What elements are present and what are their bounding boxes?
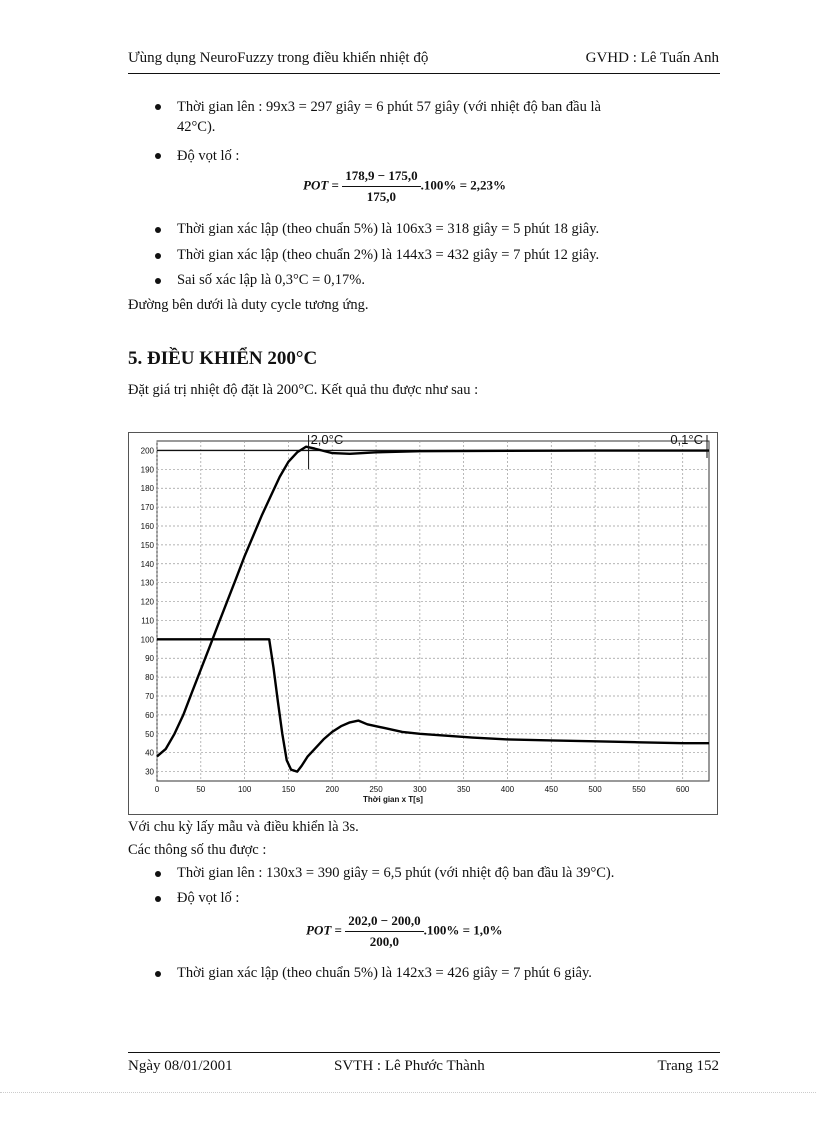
overshoot-formula-1: POT = $\frac{178,9 - 175,0}{175,0}$ .100% = 2,23%	[303, 168, 507, 204]
formula-numerator: 178,9 − 175,0	[342, 168, 420, 187]
x-tick-label: 350	[456, 785, 471, 794]
y-tick-label: 80	[145, 673, 154, 683]
header-title: Ưùng dụng NeuroFuzzy trong điều khiển nhiệt độ	[128, 50, 429, 66]
x-tick-label: 450	[544, 785, 558, 794]
bullet-icon	[155, 227, 161, 233]
page-edge	[0, 1092, 816, 1093]
settling-time-5pct-2: Thời gian xác lập (theo chuẩn 5%) là 142x3 = 426 giây = 7 phút 6 giây.	[177, 965, 592, 981]
formula-denominator: 175,0	[366, 189, 397, 204]
rise-time-1	[177, 97, 718, 137]
footer-author: SVTH : Lê Phước Thành	[334, 1058, 485, 1074]
x-tick-label: 600	[676, 785, 690, 794]
temperature-chart	[128, 432, 718, 815]
y-tick-label: 150	[140, 540, 154, 550]
y-tick-label: 60	[145, 710, 154, 720]
bullet-icon	[155, 896, 161, 902]
y-tick-label: 90	[145, 654, 154, 664]
header-advisor: GVHD : Lê Tuấn Anh	[585, 50, 719, 66]
footer-date: Ngày 08/01/2001	[128, 1058, 233, 1074]
y-tick-label: 190	[140, 465, 154, 475]
formula-fraction	[345, 913, 423, 950]
y-tick-label: 200	[140, 446, 154, 456]
steady-error-annotation: 0,1°C	[670, 433, 703, 447]
y-tick-label: 40	[145, 748, 154, 758]
x-tick-label: 150	[281, 785, 296, 794]
bullet-icon	[155, 253, 161, 259]
bullet-icon	[155, 104, 161, 110]
x-axis-label: Thời gian x T[s]	[363, 795, 423, 804]
settling-time-5pct-1: Thời gian xác lập (theo chuẩn 5%) là 106x3 = 318 giây = 5 phút 18 giây.	[177, 221, 600, 237]
x-tick-label: 500	[588, 785, 602, 794]
overshoot-label-1: Độ vọt lố :	[177, 148, 240, 164]
x-tick-label: 400	[500, 785, 515, 794]
x-tick-label: 200	[325, 785, 339, 794]
formula-result: .100% = 1,0%	[423, 922, 503, 938]
formula-result: .100% = 2,23%	[420, 177, 507, 193]
y-tick-label: 160	[140, 522, 154, 531]
bullet-icon	[155, 971, 161, 977]
x-tick-label: 100	[237, 785, 252, 794]
formula-lhs: POT	[303, 177, 329, 193]
x-tick-label: 550	[632, 785, 646, 794]
header-rule	[128, 73, 720, 74]
formula-denominator: 200,0	[369, 934, 400, 949]
settling-time-2pct-1: Thời gian xác lập (theo chuẩn 2%) là 144x3 = 432 giây = 7 phút 12 giây.	[177, 247, 600, 263]
bullet-icon	[155, 278, 161, 284]
y-tick-label: 70	[145, 692, 154, 701]
y-tick-label: 30	[145, 767, 154, 777]
x-tick-label: 50	[196, 785, 206, 794]
bullet-icon	[155, 871, 161, 877]
y-tick-label: 50	[145, 729, 154, 739]
sampling-note: Với chu kỳ lấy mẫu và điều khiển là 3s.	[128, 819, 359, 835]
y-tick-label: 130	[140, 578, 154, 588]
y-tick-label: 120	[140, 597, 154, 607]
overshoot-formula-2: POT = $\frac{202,0 - 200,0}{200,0}$ .100% = 1,0%	[306, 913, 503, 949]
section-intro: Đặt giá trị nhiệt độ đặt là 200°C. Kết quả thu được như sau :	[128, 382, 479, 398]
formula-fraction	[342, 168, 420, 205]
section-heading: 5. ĐIỀU KHIỂN 200°C	[128, 348, 318, 369]
overshoot-annotation: 2,0°C	[310, 433, 344, 447]
overshoot-label-2: Độ vọt lố :	[177, 890, 240, 906]
x-tick-label: 300	[413, 785, 427, 794]
y-tick-label: 140	[140, 559, 154, 569]
y-tick-label: 170	[140, 503, 154, 513]
x-tick-label: 250	[369, 785, 383, 794]
duty-cycle-note: Đường bên dưới là duty cycle tương ứng.	[128, 297, 369, 313]
steady-state-error-1: Sai số xác lập là 0,3°C = 0,17%.	[177, 272, 365, 288]
footer-rule	[128, 1052, 720, 1053]
rise-time-1-line2: 42°C).	[177, 119, 216, 135]
rise-time-1-line1: Thời gian lên : 99x3 = 297 giây = 6 phút 57 giây (với nhiệt độ ban đầu là	[177, 99, 601, 115]
y-tick-label: 100	[140, 635, 154, 645]
footer-page: Trang 152	[657, 1058, 719, 1074]
formula-numerator: 202,0 − 200,0	[345, 913, 423, 932]
formula-lhs: POT	[306, 922, 332, 938]
params-label: Các thông số thu được :	[128, 842, 267, 858]
plot-area	[157, 441, 709, 781]
bullet-icon	[155, 153, 161, 159]
chart-svg	[129, 433, 717, 814]
x-tick-label: 0	[154, 785, 160, 794]
rise-time-2: Thời gian lên : 130x3 = 390 giây = 6,5 phút (với nhiệt độ ban đầu là 39°C).	[177, 865, 615, 881]
y-tick-label: 180	[140, 484, 154, 494]
y-tick-label: 110	[141, 616, 154, 626]
